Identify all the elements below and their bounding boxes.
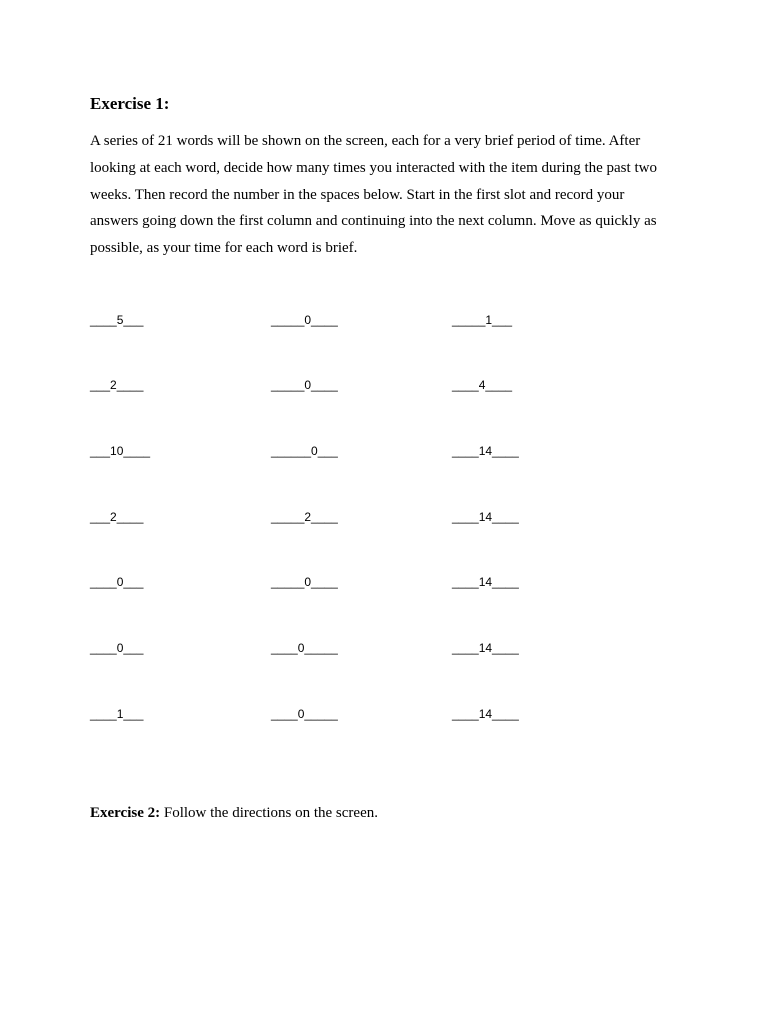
answer-slot-11: _____2____ — [271, 510, 338, 524]
answer-slot-3: ___10____ — [90, 444, 151, 458]
answer-slot-19: ____14____ — [452, 575, 519, 589]
answer-grid — [90, 310, 650, 730]
answer-slot-17: ____14____ — [452, 444, 519, 458]
exercise-1-heading: Exercise 1: — [90, 94, 170, 113]
answer-slot-18: ____14____ — [452, 510, 519, 524]
answer-slot-15: _____1___ — [452, 313, 513, 327]
exercise-2-heading: Exercise 2: — [90, 805, 161, 821]
answer-slot-21: ____14____ — [452, 707, 519, 721]
answer-slot-20: ____14____ — [452, 641, 519, 655]
answer-slot-8: _____0____ — [271, 313, 338, 327]
answer-slot-2: ___2____ — [90, 378, 144, 392]
exercise-2-paragraph — [90, 802, 378, 824]
exercise-2-directions: Follow the directions on the screen. — [160, 805, 378, 821]
answer-slot-6: ____0___ — [90, 641, 144, 655]
answer-slot-14: ____0_____ — [271, 707, 338, 721]
answer-slot-12: _____0____ — [271, 575, 338, 589]
answer-slot-5: ____0___ — [90, 575, 144, 589]
answer-slot-1: ____5___ — [90, 313, 144, 327]
answer-slot-16: ____4____ — [452, 378, 513, 392]
answer-slot-13: ____0_____ — [271, 641, 338, 655]
exercise-1-instructions: A series of 21 words will be shown on the screen, each for a very brief period of time. After looking at each word, decide how many times you interacted with the item during the past two weeks. Then record the number in the spaces below. Start in the first slot and record your answers going down the first column and continuing into the next column. Move as quickly as possible, as your time for each word is brief. — [90, 133, 657, 257]
answer-slot-9: _____0____ — [271, 378, 338, 392]
answer-slot-10: ______0___ — [271, 444, 338, 458]
answer-slot-7: ____1___ — [90, 707, 144, 721]
answer-slot-4: ___2____ — [90, 510, 144, 524]
